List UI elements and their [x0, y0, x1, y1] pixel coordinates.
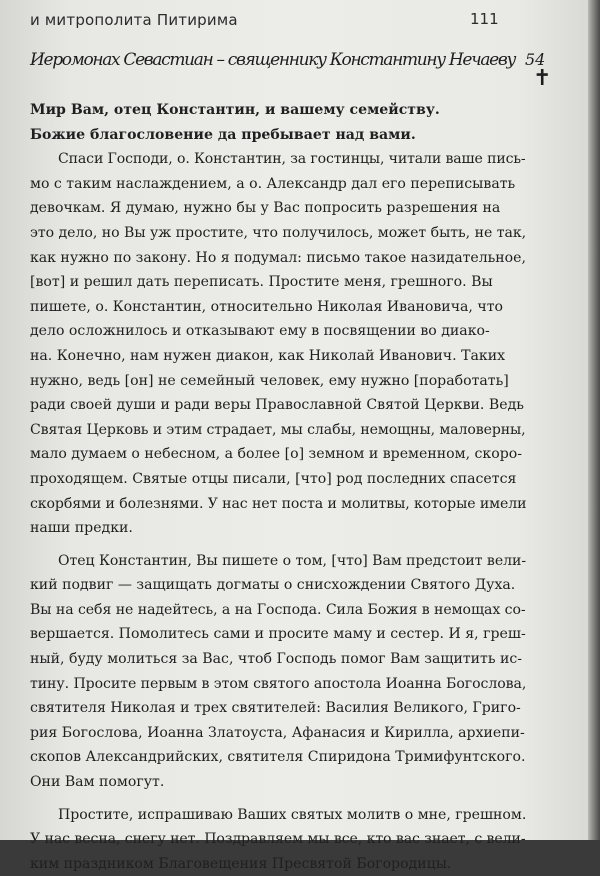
text-line: ный, буду молиться за Вас, чтоб Господь помог Вам защитить ис-: [30, 651, 523, 668]
letter-title: Иеромонах Севастиан – священнику Константину Нечаеву: [30, 50, 515, 70]
page-edge-shadow: [588, 0, 600, 840]
text-line: ким праздником Благовещения Пресвятой Богородицы.: [30, 855, 452, 872]
text-line: [вот] и решил дать переписать. Простите меня, грешного. Вы: [30, 274, 493, 291]
page-number: 111: [470, 10, 499, 28]
text-line: Спаси Господи, о. Константин, за гостинцы, читали ваше пись-: [58, 151, 526, 168]
text-line: на. Конечно, нам нужен диакон, как Николай Иванович. Таких: [30, 347, 506, 364]
text-line: У нас весна, снегу нет. Поздравляем мы все, кто вас знает, с вели-: [30, 831, 526, 848]
text-line: пишете, о. Константин, относительно Николая Ивановича, что: [30, 298, 503, 315]
text-line: Простите, испрашиваю Ваших святых молитв о мне, грешном.: [58, 806, 527, 823]
text-line: девочкам. Я думаю, нужно бы у Вас попросить разрешения на: [30, 200, 501, 217]
letter-number: 54: [525, 50, 546, 69]
running-head: и митрополита Питирима: [30, 11, 238, 29]
text-line: Вы на себя не надейтесь, а на Господа. Сила Божия в немощах со-: [30, 601, 526, 618]
cross-icon: ✝: [533, 66, 552, 91]
paragraph-3: [30, 803, 526, 876]
text-line: Отец Константин, Вы пишете о том, [что] Вам предстоит вели-: [58, 552, 527, 569]
letter-body: [30, 98, 526, 876]
paragraph-2: [30, 549, 526, 795]
text-line: наши предки.: [30, 520, 133, 537]
text-line: рия Богослова, Иоанна Златоуста, Афанасия и Кирилла, архиепи-: [30, 724, 525, 741]
text-line: святителя Николая и трех святителей: Василия Великого, Григо-: [30, 700, 521, 717]
text-line: нужно, ведь [он] не семейный человек, ему нужно [поработать]: [30, 372, 509, 389]
greeting-line: Мир Вам, отец Константин, и вашему семейству.: [30, 102, 440, 118]
text-line: Они Вам помогут.: [30, 774, 165, 791]
text-line: мало думаем о небесном, а более [о] земном и временном, скоро-: [30, 446, 522, 463]
text-line: мо с таким наслаждением, а о. Александр дал его переписывать: [30, 175, 516, 192]
text-line: дело осложнилось и отказывают ему в посвящении во диако-: [30, 323, 490, 340]
paragraph-1: [30, 147, 526, 541]
text-line: тину. Просите первым в этом святого апостола Иоанна Богослова,: [30, 675, 527, 692]
text-line: это дело, но Вы уж простите, что получилось, может быть, не так,: [30, 224, 527, 241]
paragraph-gap: [30, 795, 526, 803]
text-line: скопов Александрийских, святителя Спиридона Тримифунтского.: [30, 749, 526, 766]
text-line: вершается. Помолитесь сами и просите маму и сестер. И я, греш-: [30, 626, 526, 643]
text-line: как нужно по закону. Но я подумал: письмо такое назидательное,: [30, 249, 526, 266]
paragraph-gap: [30, 541, 526, 549]
greeting-line: Божие благословение да пребывает над вами.: [30, 126, 416, 143]
text-line: ради своей души и ради веры Православной Святой Церкви. Ведь: [30, 397, 524, 414]
text-line: кий подвиг — защищать догматы о снисхождении Святого Духа.: [30, 577, 516, 594]
text-line: скорбями и болезнями. У нас нет поста и молитвы, которые имели: [30, 495, 527, 512]
text-line: Святая Церковь и этим страдает, мы слабы, немощны, маловерны,: [30, 421, 526, 438]
text-line: проходящем. Святые отцы писали, [что] род последних спасется: [30, 470, 517, 487]
greeting: [30, 98, 526, 147]
